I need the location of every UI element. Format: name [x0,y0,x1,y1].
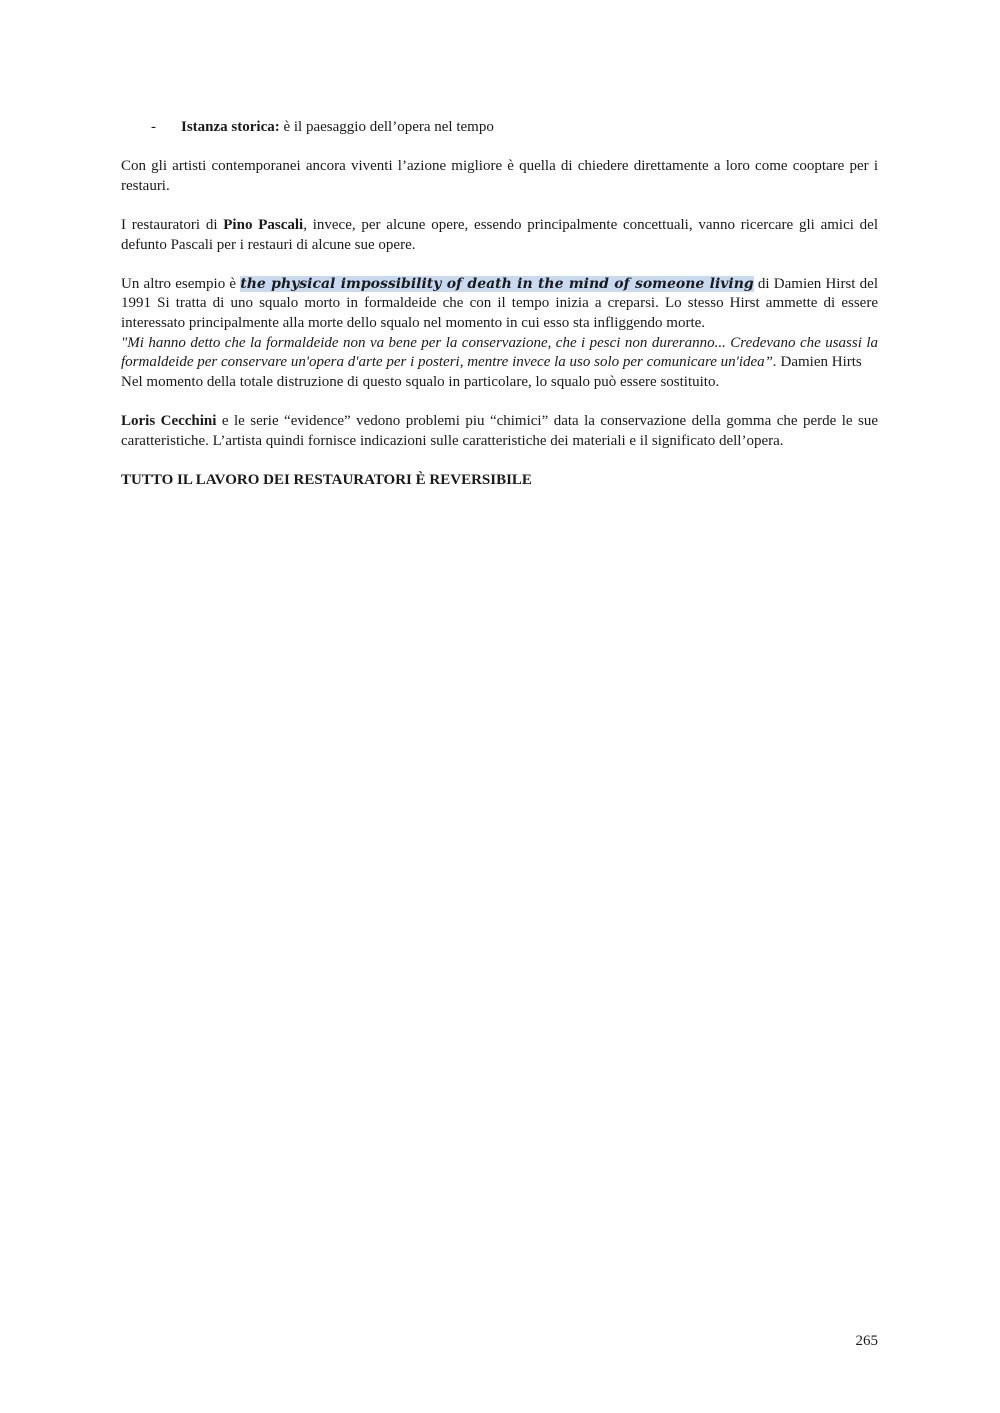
hirst-quote: "Mi hanno detto che la formaldeide non va bene per la conservazione, che i pesci non dureranno... Credevano che usassi la formaldeide per conservare un'opera d'arte per i posteri, mentre invece la uso solo per comunicare un'idea”. [121,334,878,371]
hirst-artwork-title-highlight: the physical impossibility of death in the mind of someone living [240,275,754,292]
hirst-prefix: Un altro esempio è [121,275,241,292]
bullet-dash: - [151,119,156,135]
paragraph-pascali [121,216,878,255]
paragraph-contemporary-artists: Con gli artisti contemporanei ancora viventi l’azione migliore è quella di chiedere direttamente a loro come cooptare per i restauri. [121,158,878,194]
pascali-prefix: I restauratori di [121,216,224,233]
cecchini-text: e le serie “evidence” vedono problemi piu “chimici” data la conservazione della gomma che perde le sue caratteristiche. L’artista quindi fornisce indicazioni sulle caratteristiche dei materiali e il significato dell’opera. [121,412,878,449]
cecchini-name: Loris Cecchini [121,412,217,429]
page-number: 265 [855,1333,878,1349]
pascali-suffix: , invece, per alcune opere, essendo principalmente concettuali, vanno ricercare gli amici del defunto Pascali per i restauri di alcune sue opere. [121,216,878,253]
bullet-term: Istanza storica: [181,119,280,135]
bullet-text: è il paesaggio dell’opera nel tempo [279,119,494,135]
pascali-name: Pino Pascali [223,216,304,233]
paragraph-hirst-quote [121,334,878,373]
paragraph-cecchini [121,412,878,451]
paragraph-hirst [121,275,878,334]
bullet-item [121,118,878,138]
paragraph-hirst-closing: Nel momento della totale distruzione di questo squalo in particolare, lo squalo può essere sostituito. [121,373,720,390]
hirst-quote-author: Damien Hirts [776,354,862,371]
section-heading: TUTTO IL LAVORO DEI RESTAURATORI È REVERSIBILE [121,471,532,488]
document-page [121,118,878,490]
hirst-suffix: di Damien Hirst del 1991 Si tratta di uno squalo morto in formaldeide che con il tempo inizia a creparsi. Lo stesso Hirst ammette di essere interessato principalmente alla morte dello squalo nel momento in cui esso sta infliggendo morte. [121,275,879,331]
